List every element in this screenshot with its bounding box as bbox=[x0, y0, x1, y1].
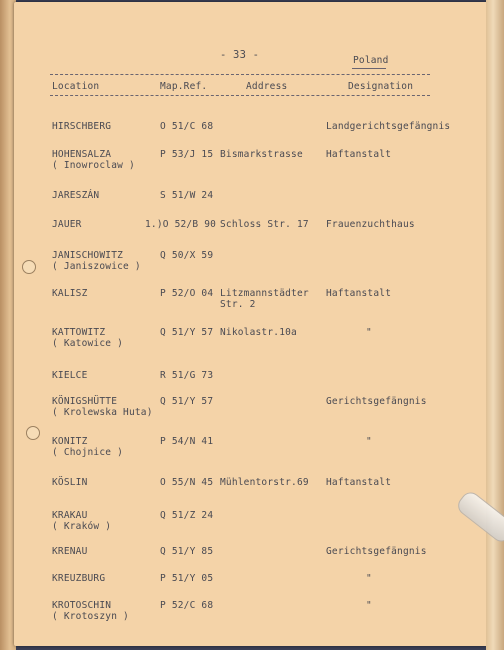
designation-cell: Haftanstalt bbox=[326, 477, 392, 488]
designation-cell: Frauenzuchthaus bbox=[326, 219, 415, 230]
location-cell: KRAKAU bbox=[52, 510, 88, 521]
location-cell: KRENAU bbox=[52, 546, 88, 557]
map-ref-cell: Q 50/X 59 bbox=[160, 250, 214, 261]
location-alt-name-cell: ( Kraków ) bbox=[52, 521, 112, 532]
location-cell: HOHENSALZA bbox=[52, 149, 112, 160]
map-ref-cell: O 51/C 68 bbox=[160, 121, 214, 132]
designation-cell: " bbox=[366, 327, 372, 338]
map-ref-cell: Q 51/Y 57 bbox=[160, 396, 214, 407]
location-cell: JAUER bbox=[52, 219, 82, 230]
punch-hole-bottom bbox=[26, 426, 40, 440]
designation-cell: " bbox=[366, 573, 372, 584]
column-header-address: Address bbox=[246, 81, 288, 92]
map-ref-cell: P 51/Y 05 bbox=[160, 573, 214, 584]
header-rule-bottom bbox=[50, 95, 430, 96]
map-ref-cell: P 52/C 68 bbox=[160, 600, 214, 611]
designation-cell: Gerichtsgefängnis bbox=[326, 546, 427, 557]
address-cell: Nikolastr.10a bbox=[220, 327, 297, 338]
map-ref-cell: Q 51/Y 85 bbox=[160, 546, 214, 557]
column-header-map-ref: Map.Ref. bbox=[160, 81, 208, 92]
location-alt-name-cell: ( Chojnice ) bbox=[52, 447, 124, 458]
location-alt-name-cell: ( Krotoszyn ) bbox=[52, 611, 129, 622]
location-alt-name-cell: ( Inowroclaw ) bbox=[52, 160, 135, 171]
punch-hole-top bbox=[22, 260, 36, 274]
right-page-edge bbox=[486, 0, 504, 650]
address-cell: Mühlentorstr.69 bbox=[220, 477, 309, 488]
map-ref-cell: R 51/G 73 bbox=[160, 370, 214, 381]
designation-cell: Landgerichtsgefängnis bbox=[326, 121, 451, 132]
location-alt-name-cell: ( Janiszowice ) bbox=[52, 261, 141, 272]
header-rule-top bbox=[50, 74, 430, 75]
location-cell: KIELCE bbox=[52, 370, 88, 381]
designation-cell: " bbox=[366, 436, 372, 447]
location-cell: KATTOWITZ bbox=[52, 327, 106, 338]
document-page bbox=[14, 2, 488, 646]
address-cell: Bismarkstrasse bbox=[220, 149, 303, 160]
map-ref-cell: S 51/W 24 bbox=[160, 190, 214, 201]
designation-cell: " bbox=[366, 600, 372, 611]
location-cell: JARESZÁN bbox=[52, 190, 100, 201]
map-ref-cell: P 53/J 15 bbox=[160, 149, 214, 160]
location-cell: JANISCHOWITZ bbox=[52, 250, 124, 261]
designation-cell: Gerichtsgefängnis bbox=[326, 396, 427, 407]
map-ref-cell: P 54/N 41 bbox=[160, 436, 214, 447]
location-cell: KREUZBURG bbox=[52, 573, 106, 584]
address-cell: Schloss Str. 17 bbox=[220, 219, 309, 230]
map-ref-cell: 1.)O 52/B 90 bbox=[145, 219, 217, 230]
map-ref-cell: Q 51/Z 24 bbox=[160, 510, 214, 521]
location-alt-name-cell: ( Krolewska Huta) bbox=[52, 407, 153, 418]
address-cont-cell: Str. 2 bbox=[220, 299, 256, 310]
map-ref-cell: P 52/O 04 bbox=[160, 288, 214, 299]
country-heading: Poland bbox=[353, 55, 389, 66]
map-ref-cell: Q 51/Y 57 bbox=[160, 327, 214, 338]
column-header-designation: Designation bbox=[348, 81, 414, 92]
column-header-location: Location bbox=[52, 81, 100, 92]
address-cell: Litzmannstädter bbox=[220, 288, 309, 299]
location-cell: KROTOSCHIN bbox=[52, 600, 112, 611]
location-cell: HIRSCHBERG bbox=[52, 121, 112, 132]
location-cell: KÖSLIN bbox=[52, 477, 88, 488]
designation-cell: Haftanstalt bbox=[326, 288, 392, 299]
location-cell: KALISZ bbox=[52, 288, 88, 299]
page-number: - 33 - bbox=[220, 49, 260, 61]
map-ref-cell: O 55/N 45 bbox=[160, 477, 214, 488]
location-cell: KÖNIGSHÜTTE bbox=[52, 396, 118, 407]
location-cell: KONITZ bbox=[52, 436, 88, 447]
designation-cell: Haftanstalt bbox=[326, 149, 392, 160]
country-underline bbox=[352, 68, 386, 69]
location-alt-name-cell: ( Katowice ) bbox=[52, 338, 124, 349]
